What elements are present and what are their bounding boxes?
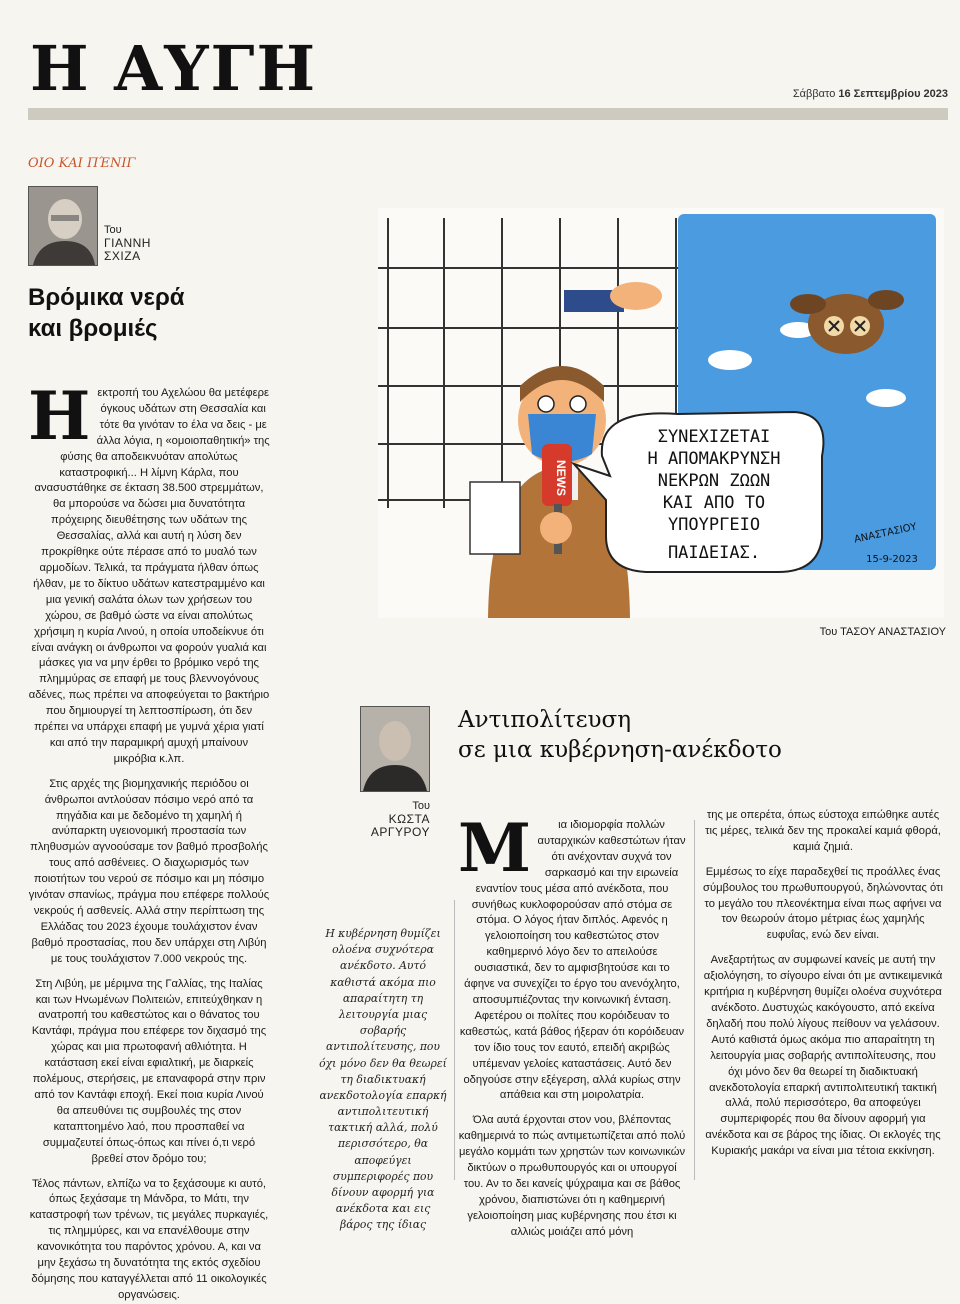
portrait-icon (29, 187, 97, 265)
signature-date: 15-9-2023 (866, 554, 918, 565)
speech-line-5: ΥΠΟΥΡΓΕΙΟ (667, 515, 761, 535)
headline-line-2: και βρομιές (28, 315, 158, 343)
section-label: ΟΙΟ ΚΑΙ ΠΈΝΙΓ (28, 156, 136, 171)
paragraph-2: Εμμέσως το είχε παραδεχθεί τις προάλλες ένας σύμβουλος του πρωθυπουργού, δηλώνοντας ότι το μεγάλο του πλεονέκτημα είναι πως αφήνει να τον θεωρούν άτομο μέτριας έως χαμηλής ευφυΐας, ενώ δεν είναι. (703, 865, 943, 942)
pull-quote: Η κυβέρνηση θυμίζει ολοένα συχνότερα ανέκδοτο. Αυτό καθιστά ακόμα πιο απαραίτητη τη λειτουργία μιας σοβαρής αντιπολίτευσης, που όχι μόνο δεν θα θεωρεί τη διαδικτυακή ανεκδοτολογία επαρκή αντιπολιτευτική τακτική αλλά, πολύ περισσότερο, θα αποφεύγει συμπεριφορές που δίνουν αφορμή για ανέκδοτα και εις βάρος της ίδιας (319, 927, 447, 1232)
headline-line-1: Βρόμικα νερά (28, 284, 185, 311)
editorial-cartoon (378, 208, 944, 618)
paragraph-2: Όλα αυτά έρχονται στον νου, βλέποντας καθημερινά το πώς αντιμετωπίζεται από πολύ μεγάλο κομμάτι των χρηστών των κοινωνικών δικτύων ο πρωθυπουργός και οι υπουργοί του. Αν το δει κανείς ψύχραιμα και σε βάθος χρόνου, διαπιστώνει ότι η καθημερινή γελοιοποίηση μιας κυβέρνησης που έτσι κι αλλιώς μοιάζει από μόνη (458, 1114, 686, 1238)
dropcap: Μ (458, 809, 532, 887)
credit-prefix: Του (819, 626, 838, 638)
speech-line-6: ΠΑΙΔΕΙΑΣ. (667, 543, 761, 563)
byline-prefix: Του (104, 224, 122, 236)
paragraph-2: Στις αρχές της βιομηχανικής περιόδου οι άνθρωποι αντλούσαν πόσιμο νερό από τα πηγάδια και με δεδομένο τη χαμηλή ή ανύπαρκτη υγειονομική προστασία των πληθυσμών αγνοούσαμε τον βαθμό προσβολής τους από ασθένειες. Ο διαχωρισμός των ποιοτήτων του νερού σε πόσιμο και μη πόσιμο γινόταν σπανίως, πράγμα που επέφερε πολλούς νεκρούς ή ασθενείς. Αλλά στην περίπτωση της Ελλάδας του 2023 έχουμε τουλάχιστον έναν βαθμό προστασίας, που δεν υπάρχει στη Λιβύη με τους τουλάχιστον 7.000 νεκρούς της. (28, 777, 270, 965)
mic-label: NEWS (554, 460, 568, 496)
cartoon-illustration (378, 208, 944, 618)
author-first-name: ΓΙΑΝΝΗ (104, 235, 151, 250)
date-prefix: Σάββατο (792, 88, 836, 100)
speech-line-2: Η ΑΠΟΜΑΚΡΥΝΣΗ (647, 449, 781, 469)
paragraph-1: εκτροπή του Αχελώου θα μετέφερε όγκους υδάτων στη Θεσσαλία και τότε θα γινόταν το έλα να δεις - με άλλα λόγια, η «ομοιοπαθητική» της φύσης θα αποδεικνυόταν απολύτως καταστροφική... Η λίμνη Κάρλα, που ανασυστάθηκε σε έκταση 38.500 στρεμμάτων, θα μπορούσε να δώσει μια δυνατότητα πρόχειρης διευθέτησης των υδάτων της Θεσσαλίας, αλλά και αυτή η λύση δεν προκρίθηκε ούτε πέρασε από το μυαλό των αρμοδίων. Τελικά, τα πράγματα ήλθαν όπως ήλθαν, με το δίκτυο υδάτων κατεστραμμένο και μια γενική σαλάτα όλων των χρήσεων του χώρου, σε βαθμό ώστε να είναι απολύτως χρήσιμη η κυρία Λινού, η οποία υποδείκνυε ότι είναι ανάγκη οι άνθρωποι να φορούν γυαλιά και μάσκες για να μην έρθει το βρόμικο νερό της πλημμύρας σε επαφή με τους βλεννογόνους αδένες, πως πρέπει να αποφεύγεται το βακτήριο που δημιουργεί τη λεπτοσπίρωση, ότι δεν πρέπει να υπάρχει επαφή με γυμνά χέρια γιατί και από την παραμικρή αμυχή μπαίνουν μικρόβια κ.λπ. (28, 387, 270, 765)
byline-argyrou (360, 800, 430, 840)
portrait-icon (361, 707, 429, 791)
speech-line-1: ΣΥΝΕΧΙΖΕΤΑΙ (657, 427, 771, 447)
paragraph-3: Στη Λιβύη, με μέριμνα της Γαλλίας, της Ιταλίας και των Ηνωμένων Πολιτειών, επιτεύχθηκαν η ανατροπή του καθεστώτος και ο θάνατος του Καντάφι, πράγμα που επέφερε τον διχασμό της χώρας και μια πρωτοφανή αθλιότητα. Η κατάσταση εκεί είναι εφιαλτική, με διαρκείς πολέμους, στερήσεις, με επαναφορά στην πριν από τον Καντάφι εποχή. Εκεί ποια κυρία Λινού θα απευθύνει τις συμβουλές της στον καταπτοημένο λαό, που προσπαθεί να συμμαζευτεί όπως-όπως και πίνει ό,τι νερό βρεθεί στον δρόμο του; (31, 977, 267, 1165)
article1-headline (28, 282, 248, 344)
column-separator (454, 900, 455, 1180)
author-first-name: ΚΩΣΤΑ (388, 811, 430, 826)
column-separator (694, 820, 695, 1180)
masthead-title: Η ΑΥΓΗ (30, 32, 318, 105)
date-value: 16 Σεπτεμβρίου 2023 (838, 88, 948, 100)
article2-column-2 (702, 808, 944, 1184)
cartoonist-signature: ΑΝΑΣΤΑΣΙΟΥ (853, 521, 918, 546)
paragraph-4: Τέλος πάντων, ελπίζω να το ξεχάσουμε κι αυτό, όπως ξεχάσαμε τη Μάνδρα, το Μάτι, την καταστροφή των τρένων, τις μεγάλες πυρκαγιές, τις πλημμύρες, και να επανέλθουμε στην κανονικότητα του παρόντος χρόνου. Α, και να μην ξεχάσω τη δυνατότητα της εκτός σχεδίου δόμησης που καταγγέλλεται από 11 οικολογικές οργανώσεις. (29, 1177, 269, 1301)
author-photo-argyrou (360, 706, 430, 792)
issue-date (793, 88, 948, 100)
byline-schizas (104, 224, 151, 264)
speech-line-3: ΝΕΚΡΩΝ ΖΩΩΝ (657, 471, 771, 491)
author-last-name: ΣΧΙΖΑ (104, 249, 141, 264)
masthead-rule (28, 108, 948, 120)
credit-name: ΤΑΣΟΥ ΑΝΑΣΤΑΣΙΟΥ (840, 626, 946, 638)
article2-headline (458, 706, 782, 766)
article2-column-1 (458, 809, 686, 1238)
speech-line-4: ΚΑΙ ΑΠΟ ΤΟ (662, 493, 766, 513)
headline-line-2: σε μια κυβέρνηση-ανέκδοτο (458, 736, 782, 763)
cartoon-credit (820, 626, 946, 638)
headline-line-1: Αντιπολίτευση (458, 707, 631, 733)
paragraph-1: της με οπερέτα, όπως εύστοχα ειπώθηκε αυτές τις μέρες, τελικά δεν της προκαλεί καμιά φθορά, καμιά ζημιά. (705, 809, 941, 853)
paragraph-1: ια ιδιομορφία πολλών αυταρχικών καθεστώτων ήταν ότι ανέχονταν συχνά τον σαρκασμό και την ειρωνεία εναντίον τους μέσα από ανέκδοτα, που συνήθως κυκλοφορούσαν από στόμα σε στόμα. Ο λόγος ήταν διπλός. Αφενός η γελοιοποίηση του καθεστώτος στον καθημερινό λόγο δεν το απειλούσε ουσιαστικά, δεν το αμφισβητούσε και το άφηνε να συνεχίζει το έργο του ανενόχλητο, αποσυμπιέζοντας την κοινωνική ένταση. Αφετέρου οι πολίτες που κορόιδευαν το καθεστώς, κατά βάθος ήξεραν ότι κορόιδευαν τον ίδιο τους τον εαυτό, επειδή ακριβώς υπέμεναν γελοίες καταστάσεις. Αυτό δεν οδηγούσε στην εξέγερση, αλλά κυρίως στην απάθεια και στη μοιρολατρία. (459, 819, 686, 1102)
author-photo-schizas (28, 186, 98, 266)
dropcap: Η (28, 377, 91, 455)
author-last-name: ΑΡΓΥΡΟΥ (370, 825, 430, 840)
byline-prefix: Του (412, 800, 430, 812)
article1-body (28, 377, 270, 1301)
paragraph-3: Ανεξαρτήτως αν συμφωνεί κανείς με αυτή την αξιολόγηση, το σίγουρο είναι ότι με αντικειμενικά κριτήρια η κυβέρνηση θυμίζει ολοένα συχνότερα ανέκδοτο. Δυστυχώς κακόγουστο, από εκείνα δηλαδή που πολύ λίγους πείθουν να γελάσουν. Αυτό καθιστά όμως ακόμα πιο απαραίτητη τη λειτουργία μιας σοβαρής αντιπολίτευσης, που όχι μόνο δεν θα θεωρεί τη διαδικτυακή ανεκδοτολογία επαρκή αντιπολιτευτική τακτική αλλά, πολύ περισσότερο, θα αποφεύγει συμπεριφορές που θα δίνουν αφορμή για ανέκδοτα και σε βάρος της ίδιας. Οι εκλογές της Κυριακής μακάρι να είναι μια τέτοια εκκίνηση. (703, 954, 943, 1158)
